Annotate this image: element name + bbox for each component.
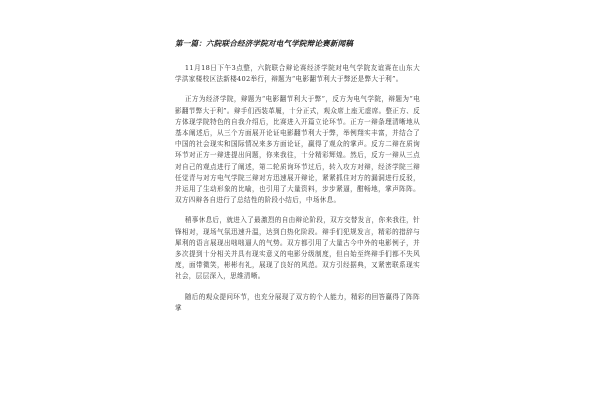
paragraph: 正方为经济学院，辩题为“电影翻节利大于弊”，反方为电气学院，辩题为“电影翻节弊大于利”。辩手们西装革履，十分正式，观众席上座无虚席。整正方、反方体现学院特色的自我介绍后，比赛进入开篇立论环节。正方一辩条理清晰地从基本阐述后，从三个方面展开论证电影翻节利大于弊，举例翔实丰富，并结合了中国的社会现实和国际情况来多方面论证，赢得了观众的掌声。反方二辩在质询环节对正方一辩进提出问题，你来我往，十分精彩辉煌。然后，反方一辩从三点对自己的观点进行了阐述，第二轮质询环节过后，转入攻方对辩，经济学院三辩任觉青与对方电气学院三辩对方迅速展开辩论，紧紧抓住对方的漏洞进行反驳，并运用了生动形象的比喻，也引用了大量资料，步步紧逼，酣畅地，掌声阵阵。双方四辩各自进行了总结性的阶段小结后，中场休息。 (175, 95, 420, 205)
paragraph: 11月18日下午3点整，六院联合辩论赛经济学院对电气学院友谊赛在山东大学洪家楼校区法新楼402举行，辩题为“电影翻节利大于弊还是弊大于利”。 (175, 64, 420, 84)
document-body (175, 38, 420, 323)
paragraph: 随后的观众提问环节，也充分展现了双方的个人能力，精彩的回答赢得了阵阵掌 (175, 292, 420, 312)
paragraph: 稍事休息后，就进入了最激烈的自由辩论阶段，双方交替发言，你来我往，针锋相对，现场气氛迅速升温，达到白热化阶段。辩手们犯规发言，精彩的措辞与犀利的语言展现出咄咄逼人的气势。双方都引用了大量古今中外的电影例子，并多次提到十分相关并具有现实意义的电影分级制度，但自始至终辩手们都不失风度，面带微笑，彬彬有礼，展现了良好的风范。双方引经据典，又紧密联系现实社会，层层深入，思维清晰。 (175, 216, 420, 281)
document-title: 第一篇：六院联合经济学院对电气学院辩论赛新闻稿 (175, 39, 354, 48)
